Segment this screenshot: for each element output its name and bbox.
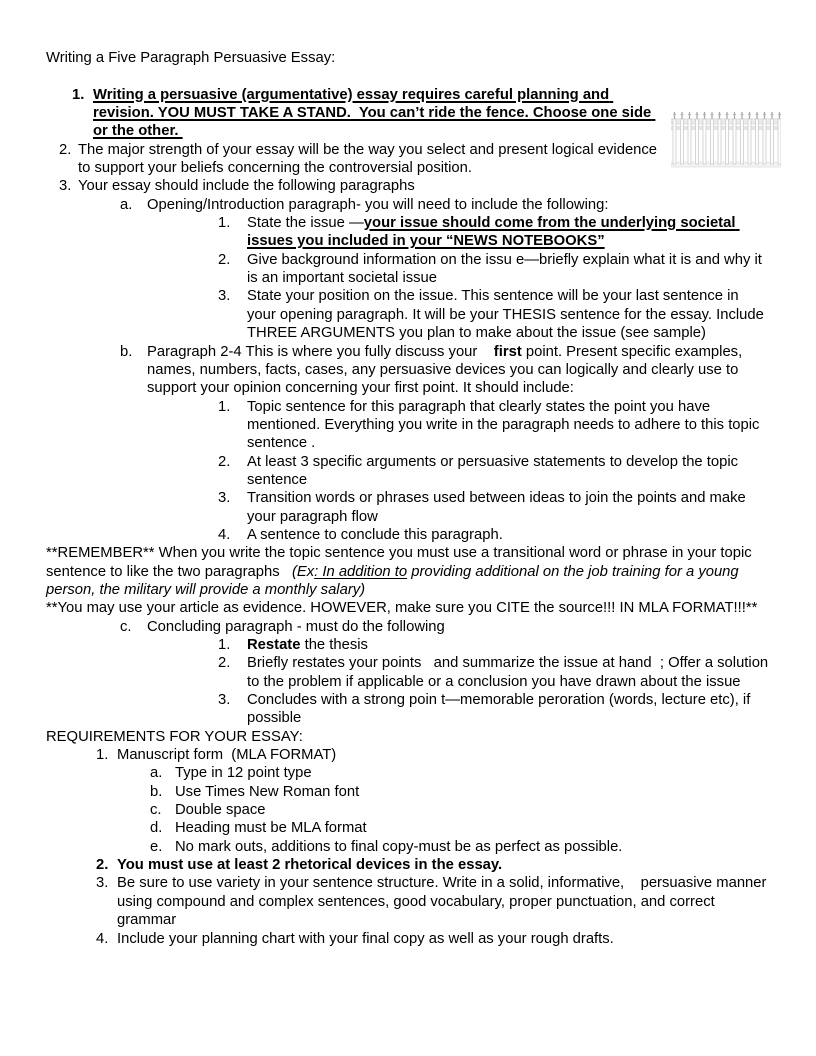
list-marker: c. bbox=[150, 802, 162, 819]
item-sentence-variety bbox=[96, 874, 770, 929]
note-example-underlined: : In addition to bbox=[314, 563, 408, 580]
list-marker: 1. bbox=[218, 637, 231, 653]
item-rhetorical-devices bbox=[96, 856, 770, 874]
item-conclude-sentence bbox=[218, 526, 770, 544]
item-manuscript-form bbox=[96, 746, 770, 764]
item-major-strength bbox=[59, 141, 666, 178]
item-topic-sentence bbox=[218, 398, 770, 453]
item-text: A sentence to conclude this paragraph. bbox=[247, 526, 503, 543]
item-restate-thesis bbox=[218, 636, 770, 654]
list-marker: 3. bbox=[218, 692, 231, 709]
list-marker: 3. bbox=[59, 178, 72, 195]
item-text: State the issue — bbox=[247, 215, 364, 232]
item-text: Paragraph 2-4 This is where you fully discuss your bbox=[147, 343, 494, 360]
item-text: Concluding paragraph - must do the following bbox=[147, 618, 445, 635]
list-marker: 1. bbox=[218, 398, 231, 415]
list-marker: a. bbox=[120, 196, 133, 213]
list-marker: 4. bbox=[218, 526, 231, 543]
page-title: Writing a Five Paragraph Persuasive Essay: bbox=[46, 50, 336, 66]
para-remember-note bbox=[46, 544, 770, 599]
item-text: Type in 12 point type bbox=[175, 765, 312, 782]
item-text: Opening/Introduction paragraph- you will need to include the following: bbox=[147, 196, 609, 213]
item-text: Your essay should include the following paragraphs bbox=[78, 178, 415, 195]
list-marker: 2. bbox=[218, 251, 231, 268]
list-marker: 3. bbox=[218, 490, 231, 507]
note-text: **REMEMBER** When you write the topic sentence you must use a transitional word or phrase in your topic sentence to like the two paragraphs bbox=[46, 545, 756, 580]
list-marker: d. bbox=[150, 820, 163, 837]
item-text: At least 3 specific arguments or persuasive statements to develop the topic sentence bbox=[247, 453, 743, 488]
item-double-space bbox=[150, 801, 770, 819]
note-example-open: (Ex bbox=[291, 563, 315, 580]
item-text: Be sure to use variety in your sentence structure. Write in a solid, informative, persuasive manner using compound and complex sentences, good vocabulary, proper punctuation, and correct grammar bbox=[117, 875, 771, 929]
list-marker: b. bbox=[120, 343, 133, 360]
item-specific-arguments bbox=[218, 453, 770, 490]
list-marker: 3. bbox=[96, 875, 109, 892]
item-state-position bbox=[218, 287, 770, 342]
list-marker: c. bbox=[120, 618, 132, 635]
item-essay-paragraphs bbox=[59, 177, 770, 195]
list-marker: 1. bbox=[72, 86, 85, 103]
item-text: No mark outs, additions to final copy-must be as perfect as possible. bbox=[175, 838, 623, 855]
item-text: State your position on the issue. This sentence will be your last sentence in your opening paragraph. It will be your THESIS sentence for the essay. Include THREE ARGUMENTS you plan to make about the issue (see sample) bbox=[247, 288, 768, 342]
item-no-markouts bbox=[150, 838, 770, 856]
item-text: the thesis bbox=[300, 637, 368, 653]
item-background-info bbox=[218, 251, 770, 288]
item-opening-paragraph bbox=[120, 196, 770, 214]
item-12-point-type bbox=[150, 764, 770, 782]
item-transition-words bbox=[218, 489, 770, 526]
list-marker: 1. bbox=[218, 215, 231, 232]
item-state-issue bbox=[218, 214, 770, 251]
item-text: Concludes with a strong poin t—memorable peroration (words, lecture etc), if possible bbox=[247, 692, 755, 727]
item-planning-chart bbox=[96, 930, 770, 948]
item-strong-point bbox=[218, 691, 770, 728]
item-text: Heading must be MLA format bbox=[175, 820, 367, 837]
para-cite-note: **You may use your article as evidence. HOWEVER, make sure you CITE the source!!! IN MLA FORMAT!!!** bbox=[46, 600, 758, 617]
list-marker: 2. bbox=[218, 655, 231, 672]
item-text: You must use at least 2 rhetorical devices in the essay. bbox=[117, 857, 503, 874]
item-mla-heading bbox=[150, 819, 770, 837]
item-take-a-stand bbox=[72, 86, 666, 141]
item-text: Writing a persuasive (argumentative) essay requires careful planning and revision. YOU MUST TAKE A STAND. You can’t ride the fence. Choose one side or the other. bbox=[93, 86, 656, 140]
item-text: Use Times New Roman font bbox=[175, 783, 360, 800]
list-marker: 2. bbox=[218, 453, 231, 470]
item-body-paragraphs bbox=[120, 343, 770, 398]
item-text-bold: Restate bbox=[247, 637, 301, 653]
list-marker: 1. bbox=[96, 747, 109, 764]
list-marker: e. bbox=[150, 838, 163, 855]
list-marker: 3. bbox=[218, 288, 231, 305]
document-content bbox=[0, 49, 816, 948]
item-briefly-restates bbox=[218, 654, 773, 691]
list-marker: b. bbox=[150, 783, 163, 800]
list-marker: 4. bbox=[96, 930, 109, 947]
list-marker: 2. bbox=[59, 141, 72, 158]
requirements-heading: REQUIREMENTS FOR YOUR ESSAY: bbox=[46, 728, 303, 745]
item-text: Manuscript form (MLA FORMAT) bbox=[117, 747, 337, 764]
item-text: point. Present specific examples, names, numbers, facts, cases, any persuasive devices you can logically and clearly use to support your opinion concerning your first point. It should include: bbox=[147, 343, 747, 397]
item-text: The major strength of your essay will be the way you select and present logical evidence to support your beliefs concerning the controversial position. bbox=[78, 141, 662, 177]
item-times-new-roman bbox=[150, 783, 770, 801]
item-text: Double space bbox=[175, 802, 266, 819]
note-example-rest: providing additional on the job training for a young person, the military will provide a monthly salary) bbox=[46, 563, 743, 598]
item-text: Include your planning chart with your final copy as well as your rough drafts. bbox=[117, 930, 614, 947]
item-text-bold: first bbox=[493, 343, 522, 360]
item-text-emphasis: your issue should come from the underlying societal issues you included in your “NEWS NOTEBOOKS” bbox=[247, 215, 740, 250]
list-marker: 2. bbox=[96, 857, 109, 874]
item-text: Topic sentence for this paragraph that clearly states the point you have mentioned. Everything you write in the paragraph needs to adhere to this topic sentence . bbox=[247, 398, 764, 452]
item-text: Briefly restates your points and summarize the issue at hand ; Offer a solution to the problem if applicable or a conclusion you have drawn about the issue bbox=[247, 655, 773, 690]
item-text: Transition words or phrases used between ideas to join the points and make your paragraph flow bbox=[247, 490, 750, 525]
item-text: Give background information on the issu e—briefly explain what it is and why it is an important societal issue bbox=[247, 251, 766, 287]
item-concluding-paragraph bbox=[120, 618, 770, 636]
list-marker: a. bbox=[150, 765, 163, 782]
